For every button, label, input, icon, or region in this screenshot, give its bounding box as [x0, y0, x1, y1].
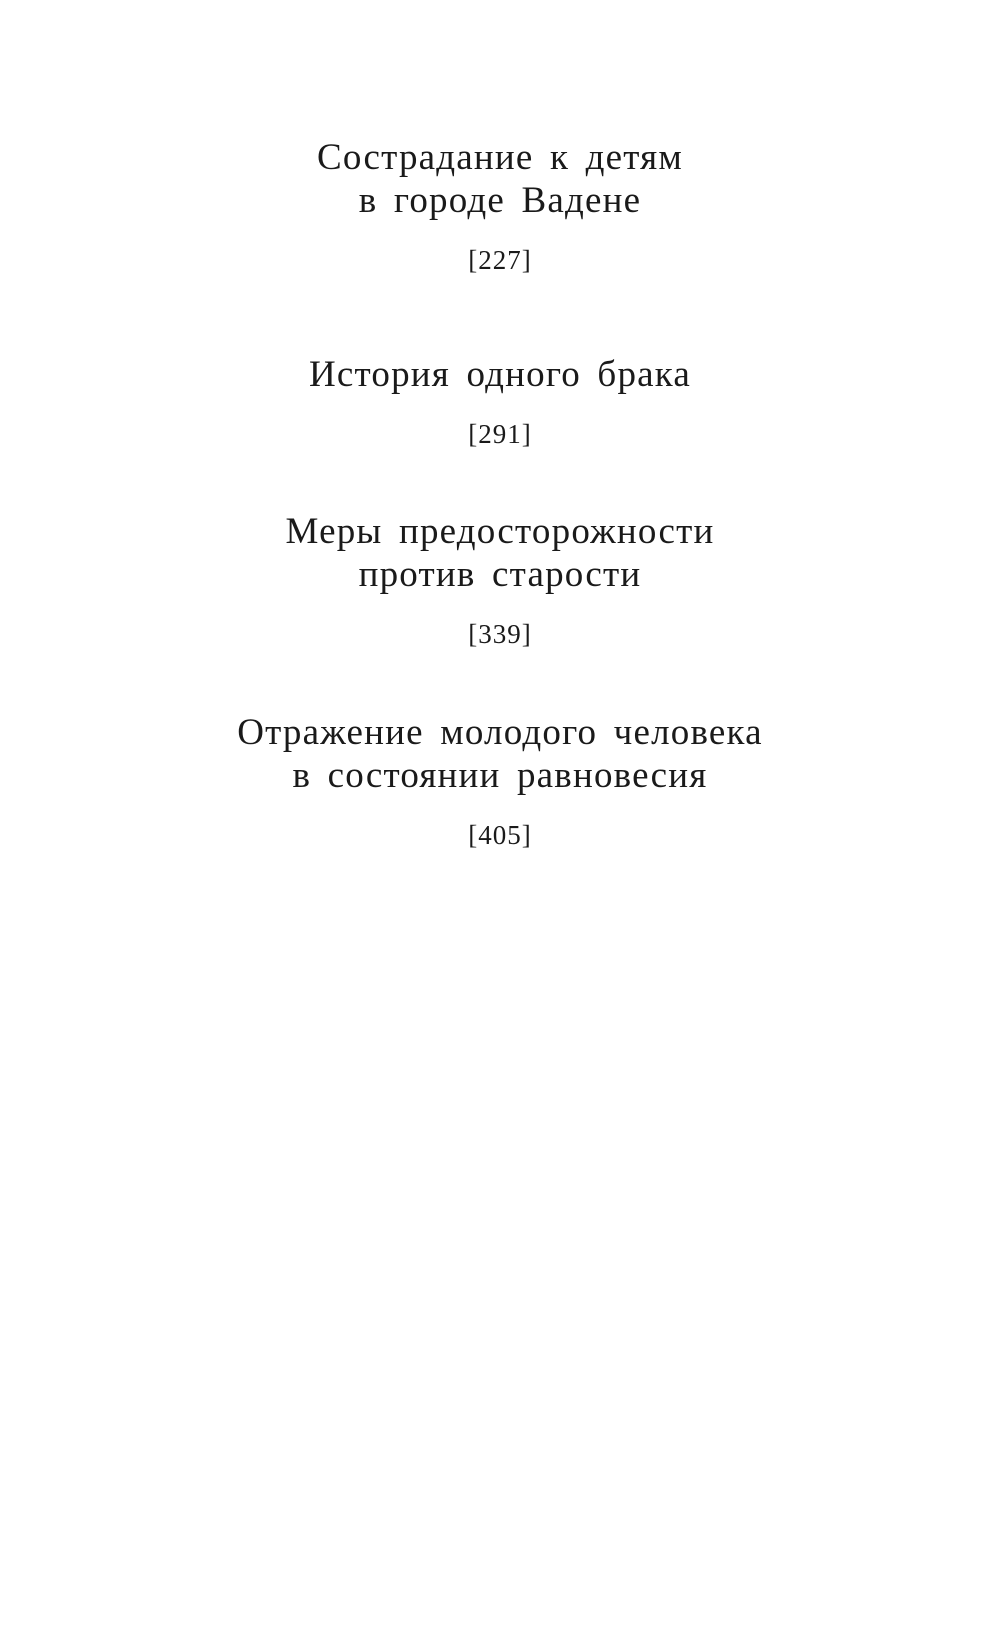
entry-title-line: Меры предосторожности — [285, 511, 715, 552]
entry-title-line: Сострадание к детям — [317, 137, 683, 178]
toc-entry — [0, 711, 1000, 850]
entry-title-line: История одного брака — [308, 354, 692, 395]
entry-page-number: [ 291 ] — [0, 419, 1000, 449]
entry-page-number: [ 405 ] — [0, 820, 1000, 850]
entry-title-line: в городе Вадене — [358, 180, 642, 221]
entry-title-line: Отражение молодого человека — [237, 712, 763, 753]
toc-entry — [0, 353, 1000, 449]
entry-title-line: против старости — [358, 554, 642, 595]
entry-page-number: [ 339 ] — [0, 619, 1000, 649]
entry-title-line: в состоянии равновесия — [292, 755, 708, 796]
entry-page-number: [ 227 ] — [0, 245, 1000, 275]
toc-entry — [0, 136, 1000, 275]
toc-entry — [0, 510, 1000, 649]
